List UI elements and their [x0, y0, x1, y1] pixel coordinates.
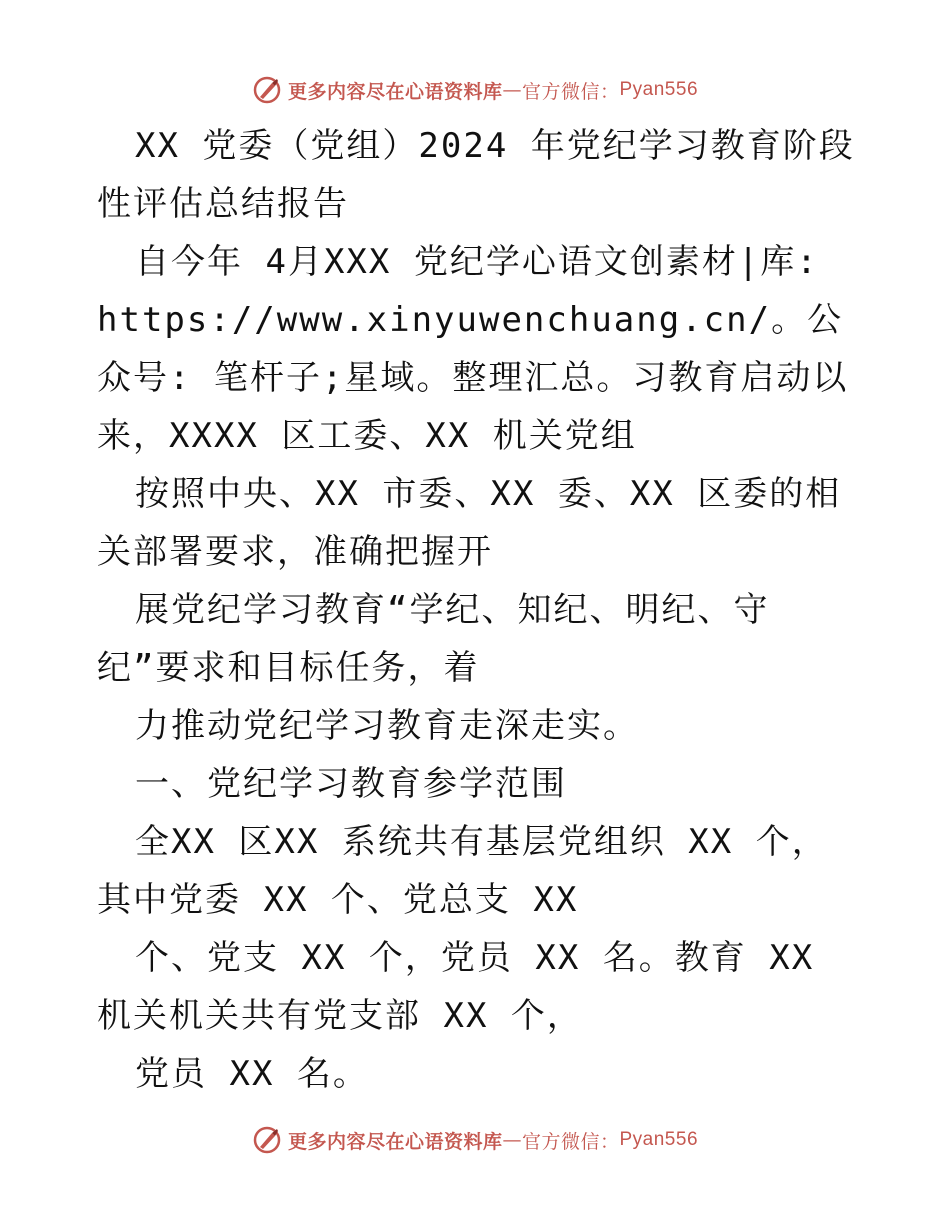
banner-dash: — [502, 79, 522, 101]
section-heading: 一、党纪学习教育参学范围 [135, 764, 567, 804]
paragraph: 按照中央、XX 市委、XX 委、XX 区委的相关部署要求，准确把握开 [97, 474, 842, 572]
banner-wechat-id: Pyan556 [619, 1129, 699, 1150]
document-title: XX 党委（党组）2024 年党纪学习教育阶段性评估总结报告 [97, 126, 855, 224]
banner-dash: — [502, 1129, 522, 1151]
paragraph: 自今年 4月XXX 党纪学心语文创素材|库: https://www.xinyuwenchuang.cn/。公众号: 笔杆子;星域。整理汇总。习教育启动以来，XXXX 区工委、XX 机关党组 [97, 242, 849, 456]
paragraph: 党员 XX 名。 [135, 1054, 369, 1094]
paragraph: 力推动党纪学习教育走深走实。 [135, 706, 639, 746]
paragraph: 全XX 区XX 系统共有基层党组织 XX 个，其中党委 XX 个、党总支 XX [97, 822, 828, 920]
quill-pen-logo-icon [252, 75, 282, 105]
banner-wechat-label: 官方微信： [521, 80, 620, 103]
paragraph: 个、党支 XX 个，党员 XX 名。教育 XX 机关机关共有党支部 XX 个， [97, 938, 815, 1036]
banner-main-text: 更多内容尽在心语资料库 [287, 1130, 503, 1153]
footer-watermark-banner [0, 1120, 950, 1160]
paragraph: 展党纪学习教育“学纪、知纪、明纪、守纪”要求和目标任务，着 [97, 590, 770, 688]
header-watermark-banner [0, 70, 950, 110]
document-body [97, 117, 857, 1103]
banner-wechat-label: 官方微信： [521, 1130, 620, 1153]
banner-main-text: 更多内容尽在心语资料库 [287, 80, 503, 103]
quill-pen-logo-icon [252, 1125, 282, 1155]
banner-wechat-id: Pyan556 [619, 79, 699, 100]
